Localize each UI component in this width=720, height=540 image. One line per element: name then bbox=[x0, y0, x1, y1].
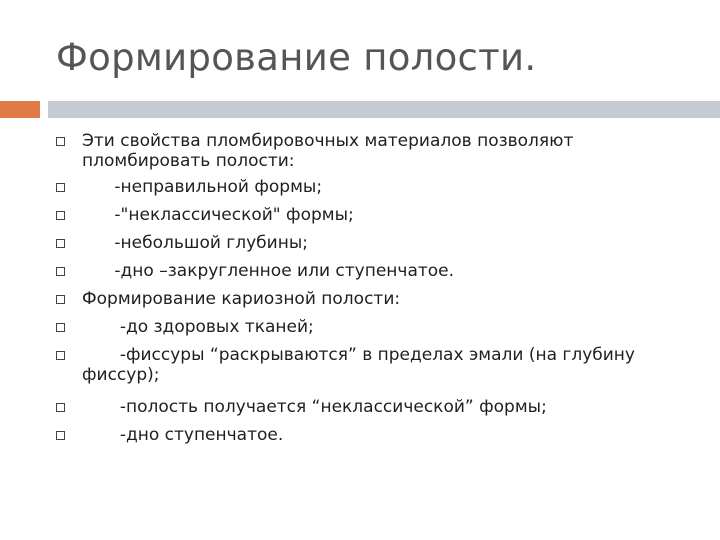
title-accent-bar bbox=[0, 101, 40, 118]
bullet-text: Формирование кариозной полости: bbox=[82, 289, 401, 309]
square-outline-icon bbox=[56, 295, 65, 304]
bullet-text: -"неклассической" формы; bbox=[82, 205, 354, 225]
bullet-text: -небольшой глубины; bbox=[82, 233, 308, 253]
square-outline-icon bbox=[56, 403, 65, 412]
square-outline-icon bbox=[56, 137, 65, 146]
bullet-text: -неправильной формы; bbox=[82, 177, 323, 197]
square-outline-icon bbox=[56, 183, 65, 192]
bullet-text: -фиссуры “раскрываются” в пределах эмали (на глубину bbox=[82, 345, 635, 365]
square-outline-icon bbox=[56, 267, 65, 276]
bullet-text: -дно –закругленное или ступенчатое. bbox=[82, 261, 455, 281]
bullet-text-continuation: фиссур); bbox=[82, 365, 160, 385]
bullet-text-continuation: пломбировать полости: bbox=[82, 151, 295, 171]
bullet-text: -до здоровых тканей; bbox=[82, 317, 314, 337]
square-outline-icon bbox=[56, 239, 65, 248]
square-outline-icon bbox=[56, 323, 65, 332]
slide-title: Формирование полости. bbox=[56, 36, 537, 79]
bullet-text: Эти свойства пломбировочных материалов позволяют bbox=[82, 131, 574, 151]
square-outline-icon bbox=[56, 431, 65, 440]
square-outline-icon bbox=[56, 211, 65, 220]
title-divider-bar bbox=[48, 101, 720, 118]
bullet-text: -полость получается “неклассической” формы; bbox=[82, 397, 547, 417]
bullet-text: -дно ступенчатое. bbox=[82, 425, 284, 445]
square-outline-icon bbox=[56, 351, 65, 360]
